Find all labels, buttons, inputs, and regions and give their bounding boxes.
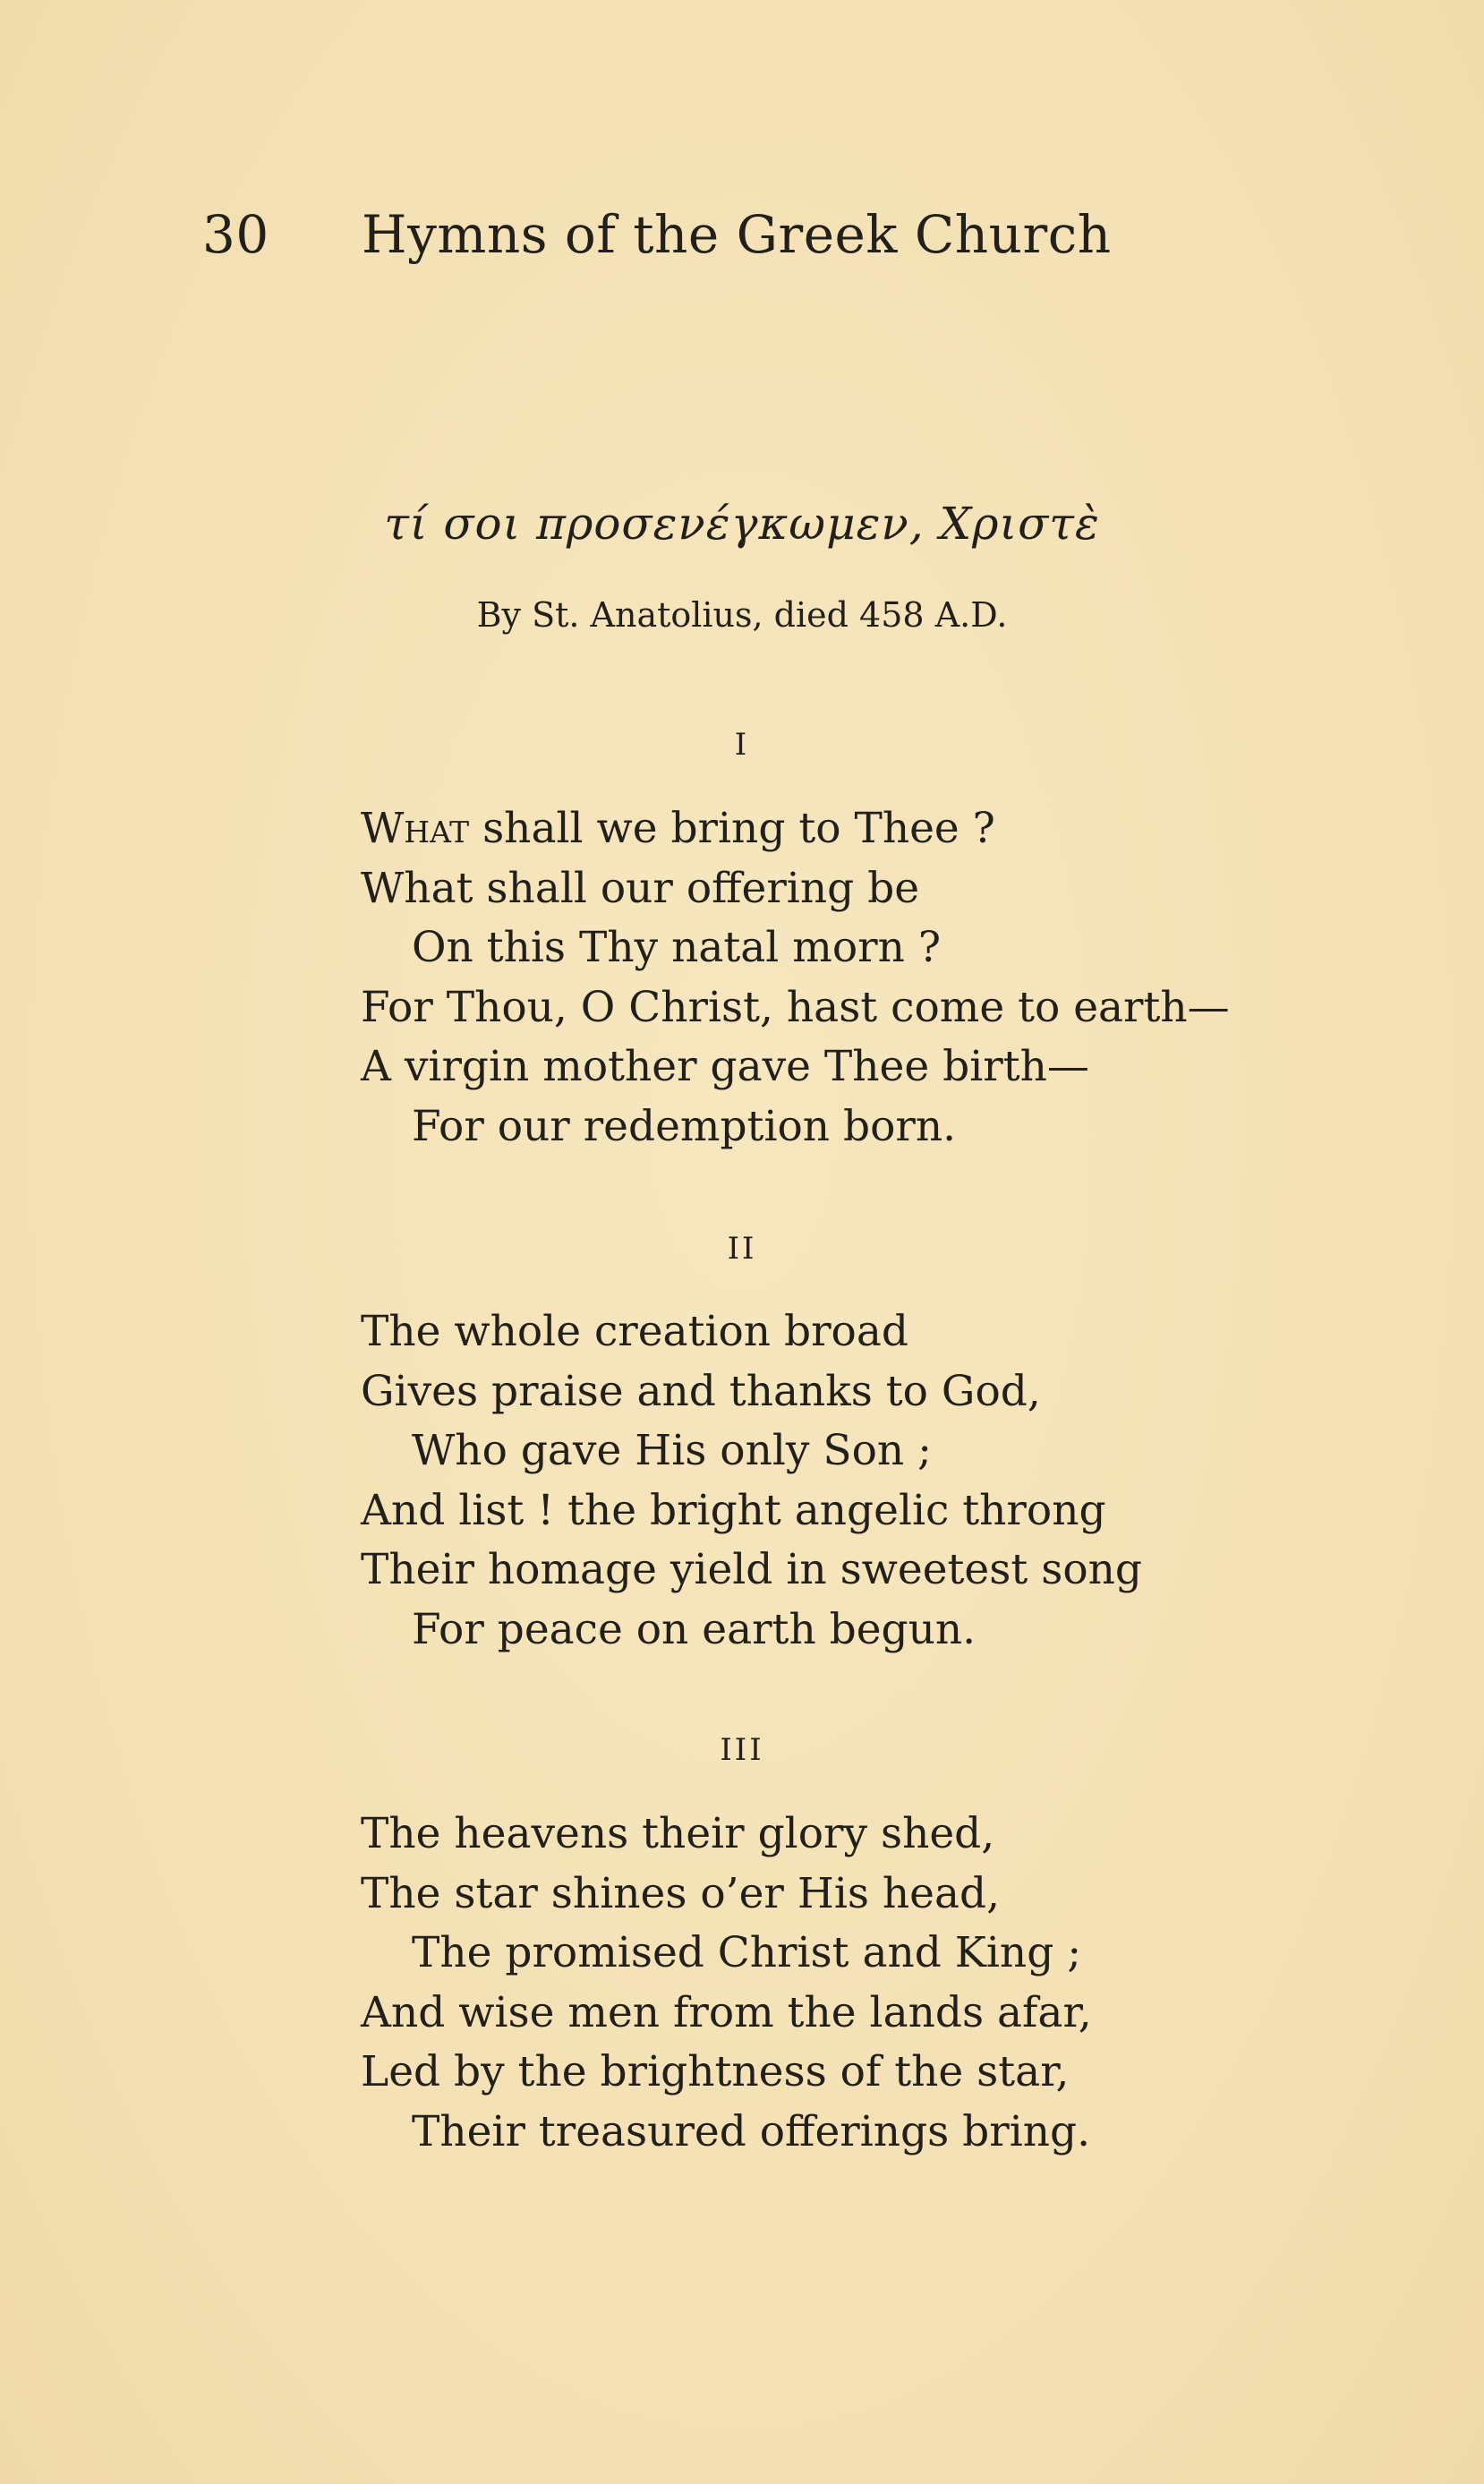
stanza-2-line-6: For peace on earth begun. [412, 1604, 977, 1654]
stanza-2-line-1: The whole creation broad [361, 1307, 908, 1356]
stanza-number-2: II [727, 1231, 757, 1267]
stanza-1-line-6: For our redemption born. [412, 1101, 957, 1151]
attribution-era: A.D. [934, 595, 1008, 635]
stanza-1-line-3: On this Thy natal morn ? [412, 923, 942, 972]
stanza-1-line-1-text: shall we bring to Thee ? [469, 804, 995, 853]
stanza-1-line-5: A virgin mother gave Thee birth— [361, 1042, 1089, 1091]
stanza-number-1: I [734, 727, 750, 763]
stanza-3-line-5: Led by the brightness of the star, [361, 2047, 1070, 2096]
stanza-3-line-6: Their treasured offerings bring. [412, 2106, 1091, 2156]
stanza-3-line-3: The promised Christ and King ; [412, 1928, 1082, 1977]
stanza-3-line-4: And wise men from the lands afar, [361, 1987, 1092, 2037]
stanza-2-line-5: Their homage yield in sweetest song [361, 1545, 1142, 1594]
running-title: Hymns of the Greek Church [362, 204, 1112, 265]
stanza-3-line-2: The star shines o’er His head, [361, 1868, 1001, 1918]
stanza-1 [361, 799, 1435, 1157]
attribution-text: By St. Anatolius, died 458 [476, 595, 925, 635]
stanza-2-line-2: Gives praise and thanks to God, [361, 1366, 1041, 1416]
stanza-2 [361, 1302, 1435, 1660]
stanza-2-line-4: And list ! the bright angelic throng [361, 1485, 1106, 1535]
page-number: 30 [202, 204, 269, 265]
hymn-attribution [0, 595, 1484, 635]
hymn-greek-title: τί σοι προσενέγκωμεν, Χριστὲ [384, 498, 1100, 550]
stanza-2-line-3: Who gave His only Son ; [412, 1426, 932, 1475]
stanza-3-line-1: The heavens their glory shed, [361, 1809, 995, 1858]
stanza-number-3: III [720, 1732, 764, 1768]
stanza-1-line-1 [361, 799, 1435, 859]
running-header [202, 204, 1112, 265]
stanza-1-line-4: For Thou, O Christ, hast come to earth— [361, 982, 1230, 1032]
stanza-1-line-2: What shall our offering be [361, 863, 920, 913]
stanza-3 [361, 1805, 1435, 2162]
stanza-1-first-word: What [361, 804, 470, 853]
